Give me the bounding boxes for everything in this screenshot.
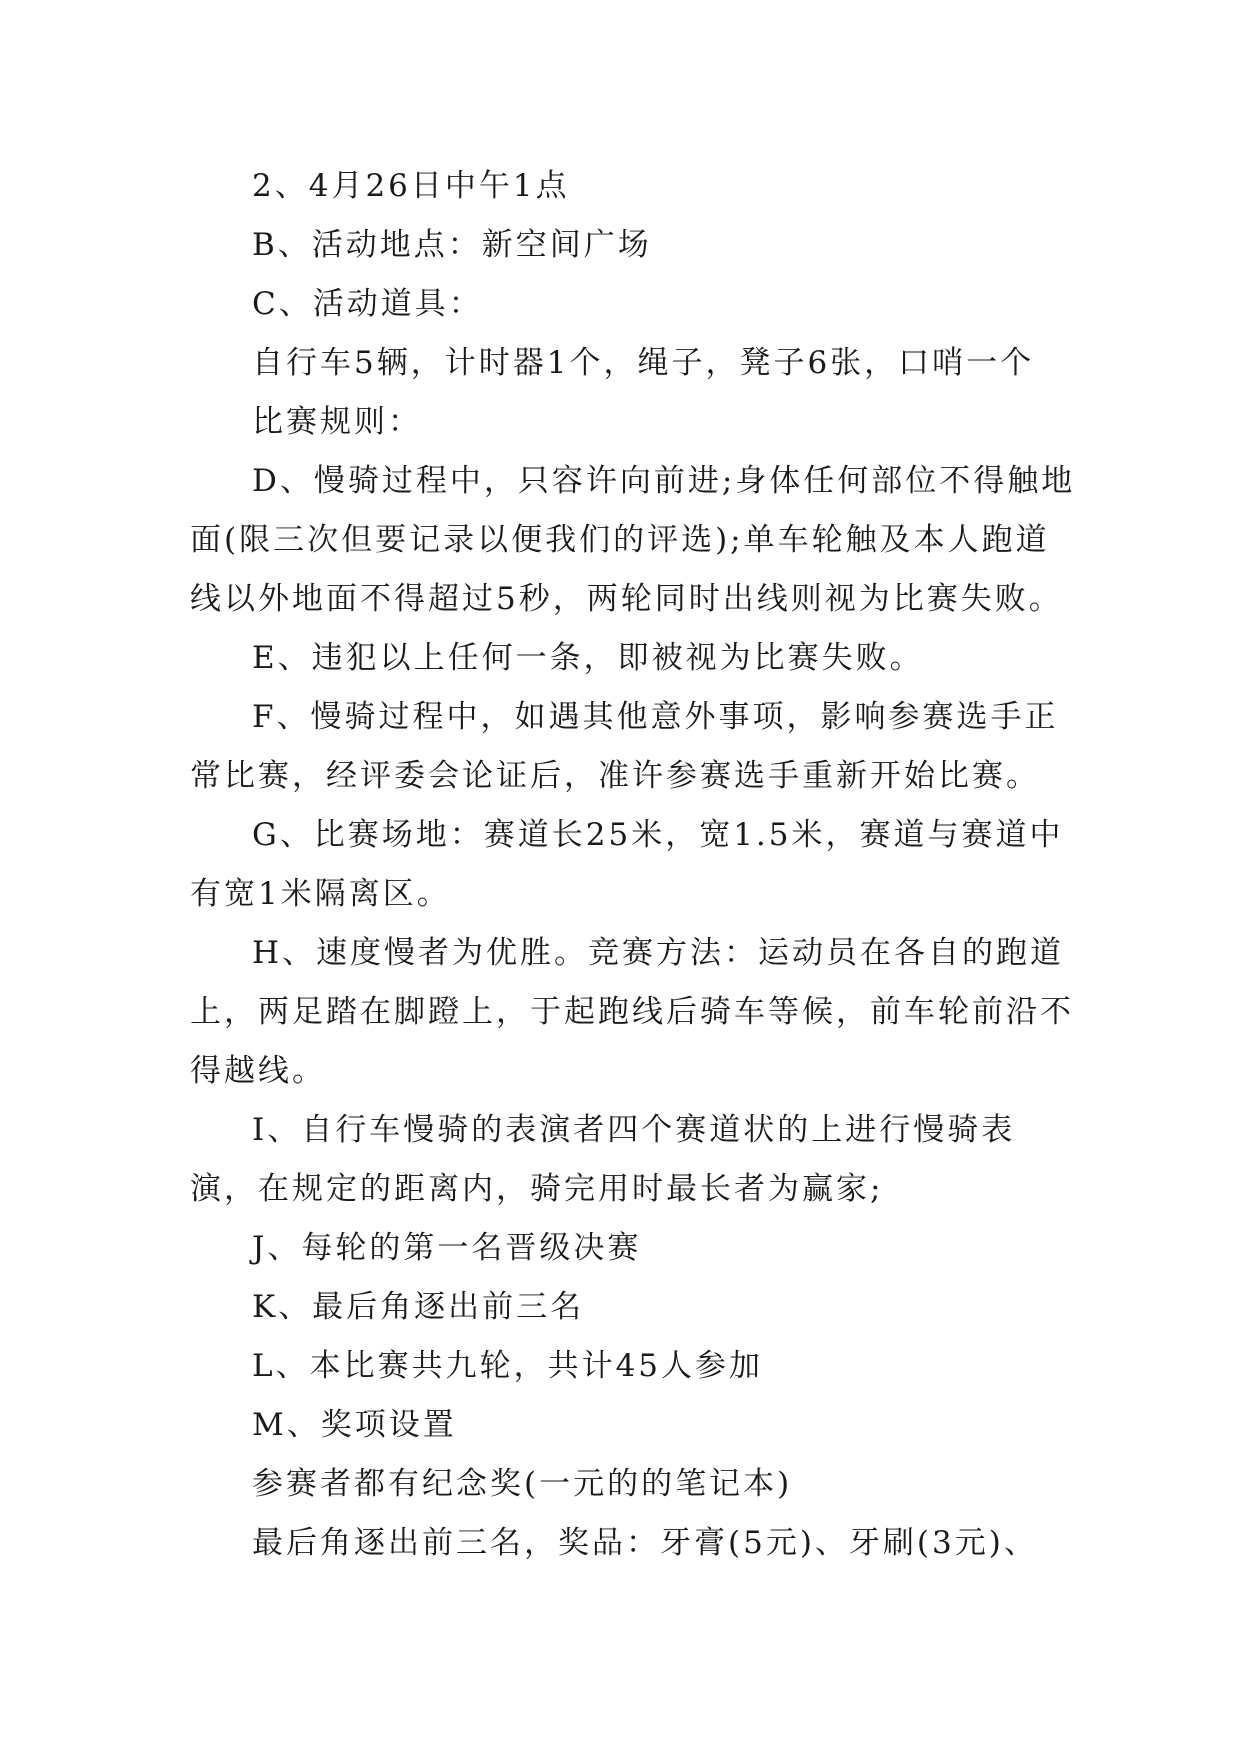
paragraph-rule-m: M、奖项设置 [252, 1407, 457, 1443]
paragraph-rule-l: L、本比赛共九轮，共计45人参加 [252, 1348, 764, 1384]
paragraph-rule-j: J、每轮的第一名晋级决赛 [252, 1230, 642, 1266]
paragraph-rule-f: F、慢骑过程中，如遇其他意外事项，影响参赛选手正常比赛，经评委会论证后，准许参赛选手重新开始比赛。 [190, 699, 1059, 794]
paragraph-location: B、活动地点：新空间广场 [252, 227, 652, 263]
paragraph-rule-i: I、自行车慢骑的表演者四个赛道状的上进行慢骑表演，在规定的距离内，骑完用时最长者为赢家; [190, 1112, 1016, 1207]
paragraph-rule-g: G、比赛场地：赛道长25米，宽1.5米，赛道与赛道中有宽1米隔离区。 [190, 817, 1064, 912]
paragraph-souvenir-prize: 参赛者都有纪念奖(一元的的笔记本) [252, 1466, 793, 1502]
paragraph-rule-h: H、速度慢者为优胜。竞赛方法：运动员在各自的跑道上，两足踏在脚蹬上，于起跑线后骑车等候，前车轮前沿不得越线。 [190, 935, 1074, 1089]
paragraph-top-prizes: 最后角逐出前三名，奖品：牙膏(5元)、牙刷(3元)、 [252, 1525, 1038, 1561]
paragraph-props-heading: C、活动道具： [252, 286, 483, 322]
paragraph-rules-heading: 比赛规则： [252, 404, 422, 440]
paragraph-rule-d: D、慢骑过程中，只容许向前进;身体任何部位不得触地面(限三次但要记录以便我们的评选);单车轮触及本人跑道线以外地面不得超过5秒，两轮同时出线则视为比赛失败。 [190, 463, 1076, 617]
paragraph-time: 2、4月26日中午1点 [252, 168, 570, 204]
paragraph-rule-k: K、最后角逐出前三名 [252, 1289, 585, 1325]
document-body [190, 157, 1080, 1573]
paragraph-rule-e: E、违犯以上任何一条，即被视为比赛失败。 [252, 640, 924, 676]
paragraph-props-list: 自行车5辆，计时器1个，绳子，凳子6张，口哨一个 [252, 345, 1035, 381]
